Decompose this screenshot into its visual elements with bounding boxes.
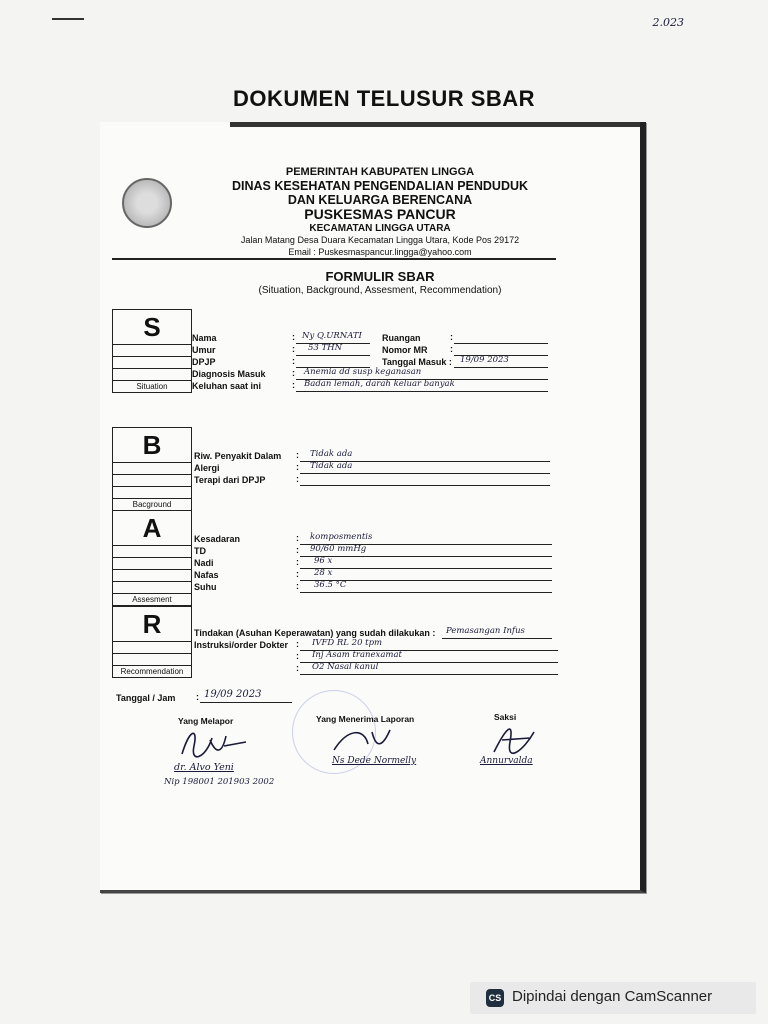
nama-value: Ny Q.URNATI [302, 331, 362, 341]
assessment-box [112, 510, 192, 606]
penerima-name: Ns Dede Normelly [332, 756, 417, 766]
keluhan-label: Keluhan saat ini [192, 381, 262, 391]
background-letter: B [113, 428, 191, 463]
background-caption: Bacground [132, 500, 172, 509]
letterhead-email: Email : Puskesmaspancur.lingga@yahoo.com [288, 247, 472, 257]
pelapor-signature [176, 724, 256, 764]
instruksi-2: Inj Asam tranexamat [312, 650, 402, 660]
suhu-value: 36.5 °C [314, 580, 347, 590]
letterhead-line-3: DAN KELUARGA BERENCANA [287, 193, 473, 207]
keluhan-value: Badan lemah, darah keluar banyak [304, 379, 455, 389]
letterhead-line-2: DINAS KESEHATAN PENGENDALIAN PENDUDUK [231, 179, 529, 193]
recommendation-box [112, 606, 192, 678]
situation-box [112, 309, 192, 393]
letterhead-line-1: PEMERINTAH KABUPATEN LINGGA [285, 166, 475, 178]
saksi-signature [484, 720, 544, 760]
instruksi-1: IVFD RL 20 tpm [312, 638, 383, 648]
sheet-top-edge [230, 122, 640, 127]
diagnosis-value: Anemia dd susp keganasan [304, 367, 422, 377]
saksi-label: Saksi [494, 712, 517, 722]
td-label: TD [194, 546, 206, 556]
riwayat-value: Tidak ada [310, 449, 353, 459]
recommendation-letter: R [113, 607, 191, 642]
tanggal-masuk-label: Tanggal Masuk : [382, 357, 452, 367]
tindakan-value: Pemasangan Infus [446, 626, 525, 636]
dpjp-label: DPJP [192, 357, 216, 367]
instruksi-label: Instruksi/order Dokter [194, 640, 289, 650]
form-title: FORMULIR SBAR [325, 269, 435, 284]
letterhead-puskesmas: PUSKESMAS PANCUR [304, 206, 456, 222]
letterhead-divider [112, 258, 556, 260]
situation-caption: Situation [136, 382, 168, 391]
tanggal-jam-value: 19/09 2023 [204, 689, 262, 700]
corner-note: 2.023 [652, 16, 684, 29]
suhu-label: Suhu [194, 582, 217, 592]
nadi-value: 96 x [314, 556, 333, 566]
assessment-caption: Assesment [132, 595, 172, 604]
form-subtitle: (Situation, Background, Assesment, Recommendation) [258, 285, 502, 296]
pelapor-name: dr. Alvo Yeni [174, 762, 234, 773]
letterhead-kecamatan: KECAMATAN LINGGA UTARA [309, 223, 451, 234]
pelapor-label: Yang Melapor [178, 716, 234, 726]
kesadaran-label: Kesadaran [194, 534, 241, 544]
terapi-label: Terapi dari DPJP [194, 475, 266, 485]
sbar-form-sheet: PEMERINTAH KABUPATEN LINGGA DINAS KESEHATAN PENGENDALIAN PENDUDUK DAN KELUARGA BERENCANA PUSKESMAS PANCUR KECAMATAN LINGGA UTARA Jalan Matang Desa Duara Kecamatan Lingga Utara, Kode Pos 29172 Email : Puskesmaspancur.lingga@yahoo.com FORMULIR SBAR (Situation, Background, Assesment, Recommendation) S Situation Nama Umur DPJP Diagnosis Masuk Keluhan saat ini : : : : : Ny Q.URNATI 53 THN Anemia dd susp keganasan Badan lemah, darah keluar banyak Ruangan Nomor MR Tanggal Masuk : : : 19/09 2023 B Bacground Riw. Penyakit Dalam Alergi Terapi dari DPJP : : : Tidak ada Tidak ada A Assesment Kesadaran TD Nadi Nafas Suhu : : : : : komposmentis 90/60 mmHg 96 x 28 x 36.5 °C R Recommendation Tindakan (Asuhan Keperawatan) yang sudah dilakukan : Pemasangan Infus Instruksi/order Dokter : : : IVFD RL 20 tpm Inj Asam tranexamat O2 Nasal kanul Tanggal / Jam : 19/09 2023 Yang Melapor Yang Menerima Laporan Saksi dr. Alvo Yeni Nip 198001 201903 2002 Ns Dede Normelly Annurvalda [100, 122, 646, 893]
assessment-letter: A [113, 511, 191, 546]
diagnosis-label: Diagnosis Masuk [192, 369, 266, 379]
document-title: DOKUMEN TELUSUR SBAR [232, 86, 536, 111]
kesadaran-value: komposmentis [310, 532, 373, 542]
ruangan-label: Ruangan [382, 333, 421, 343]
nafas-label: Nafas [194, 570, 219, 580]
penerima-label: Yang Menerima Laporan [316, 714, 415, 724]
tanggal-masuk-value: 19/09 2023 [460, 355, 509, 365]
instruksi-3: O2 Nasal kanul [312, 662, 379, 672]
pelapor-nip: Nip 198001 201903 2002 [164, 777, 275, 787]
saksi-name: Annurvalda [480, 756, 533, 766]
tanggal-jam-label: Tanggal / Jam [116, 693, 176, 703]
background-box [112, 427, 192, 511]
camscanner-icon: CS [486, 989, 504, 1007]
letterhead-address: Jalan Matang Desa Duara Kecamatan Lingga Utara, Kode Pos 29172 [240, 235, 520, 245]
nafas-value: 28 x [314, 568, 333, 578]
umur-label: Umur [192, 345, 216, 355]
nama-label: Nama [192, 333, 217, 343]
camscanner-text: Dipindai dengan CamScanner [512, 988, 713, 1005]
riwayat-label: Riw. Penyakit Dalam [194, 451, 282, 461]
nomor-mr-label: Nomor MR [382, 345, 428, 355]
umur-value: 53 THN [308, 343, 343, 353]
td-value: 90/60 mmHg [310, 544, 367, 554]
nadi-label: Nadi [194, 558, 214, 568]
tindakan-label: Tindakan (Asuhan Keperawatan) yang sudah dilakukan : [194, 628, 436, 638]
situation-letter: S [113, 310, 191, 345]
scan-mark [52, 18, 84, 20]
recommendation-caption: Recommendation [120, 667, 184, 676]
alergi-value: Tidak ada [310, 461, 353, 471]
alergi-label: Alergi [194, 463, 220, 473]
